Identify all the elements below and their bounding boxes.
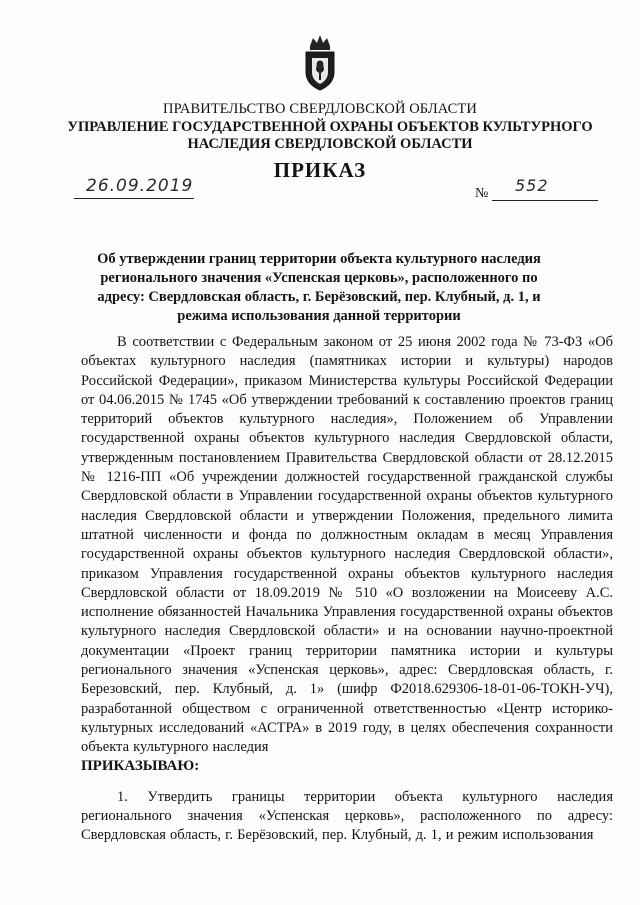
date-underline <box>74 198 194 199</box>
order-item-1: 1. Утвердить границы территории объекта культурного наследия регионального значения «Успенская церковь», расположенного по адресу: Свердловская область, г. Берёзовский, пер. Клубный, д. 1, и режим использования <box>81 789 613 843</box>
number-underline <box>492 200 598 201</box>
preamble-paragraph: В соответствии с Федеральным законом от 25 июня 2002 года № 73-ФЗ «Об объектах культурного наследия (памятниках истории и культуры) народов Российской Федерации», приказом Министерства культуры Российской Федерации от 04.06.2015 № 1745 «Об утверждении требований к составлению проектов границ территорий объектов культурного наследия», Положением об Управлении государственной охраны объектов культурного наследия Свердловской области, утвержденным постановлением Правительства Свердловской области от 28.12.2015 № 1216-ПП «Об учреждении должностей государственной гражданской службы Свердловской области в Управлении государственной охраны объектов культурного наследия Свердловской области и утверждении Положения, предельного лимита штатной численности и фонда по должностным окладам в месяц Управления государственной охраны объектов культурного наследия Свердловской области», приказом Управления государственной охраны объектов культурного наследия Свердловской области от 18.09.2019 № 510 «О возложении на Моисееву А.С. исполнение обязанностей Начальника Управления государственной охраны объектов культурного наследия Свердловской области» и на основании научно-проектной документации «Проект границ территории памятника истории и культуры регионального значения «Успенская церковь», адрес: Свердловская область, г. Березовский, пер. Клубный, д. 1» (шифр Ф2018.629306-18-01-06-ТОКН-УЧ), разработанной обществом с ограниченной ответственностью «Центр историко-культурных исследований «АСТРА» в 2019 году, в целях обеспечения сохранности объекта культурного наследия <box>81 334 613 756</box>
coat-of-arms-icon <box>300 32 340 94</box>
order-heading: ПРИКАЗЫВАЮ: <box>81 758 200 774</box>
number-sign: № <box>475 186 489 201</box>
handwritten-number: 552 <box>515 176 549 195</box>
agency-name: УПРАВЛЕНИЕ ГОСУДАРСТВЕННОЙ ОХРАНЫ ОБЪЕКТОВ КУЛЬТУРНОГО НАСЛЕДИЯ СВЕРДЛОВСКОЙ ОБЛАСТИ <box>67 119 593 152</box>
document-type: ПРИКАЗ <box>273 158 367 182</box>
document-subject: Об утверждении границ территории объекта культурного наследия регионального значения «Успенская церковь», расположенного по адресу: Свердловская область, г. Берёзовский, пер. Клубный, д. 1, и режима использования данной территории <box>97 251 541 324</box>
handwritten-date: 26.09.2019 <box>86 176 194 196</box>
government-name: ПРАВИТЕЛЬСТВО СВЕРДЛОВСКОЙ ОБЛАСТИ <box>163 101 477 117</box>
